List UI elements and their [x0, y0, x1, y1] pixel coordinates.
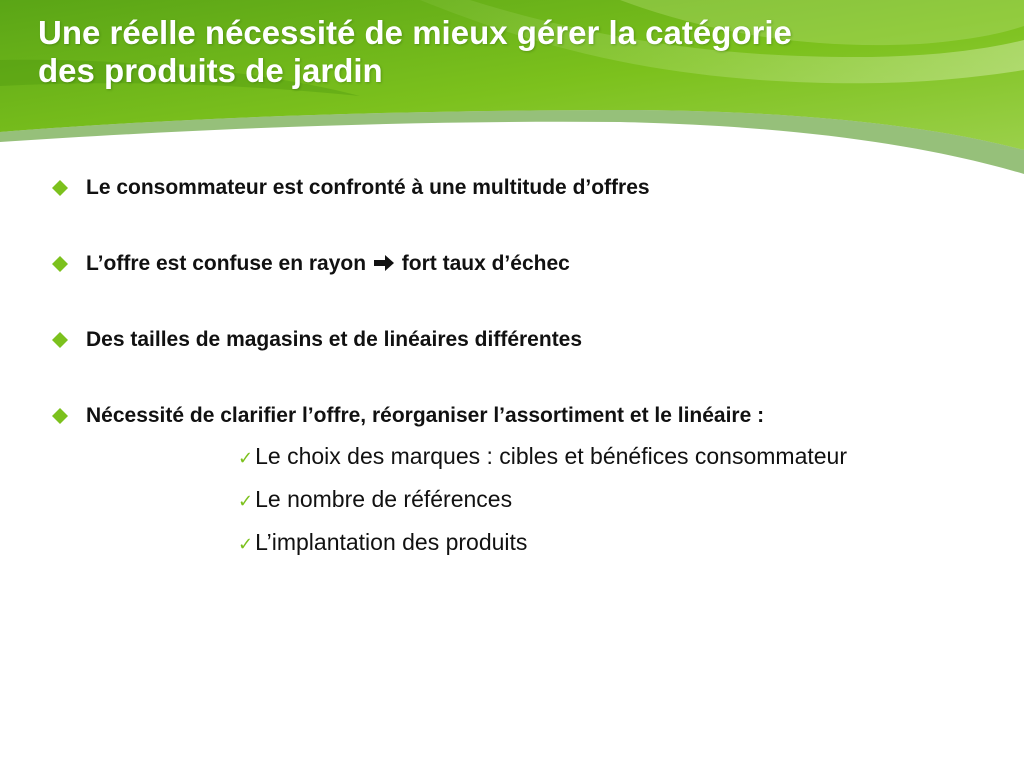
sub-bullet-item-2	[238, 479, 980, 522]
diamond-bullet-icon	[52, 180, 68, 196]
diamond-bullet-icon	[52, 256, 68, 272]
checkmark-icon: ✓	[238, 491, 254, 512]
sub-bullet-item-3	[238, 522, 980, 565]
checkmark-icon: ✓	[238, 448, 254, 469]
title-line-2: des produits de jardin	[38, 52, 383, 89]
bullet-text-before: L’offre est confuse en rayon	[86, 252, 367, 275]
sub-bullet-item-1	[238, 436, 980, 479]
sub-bullet-text: Le choix des marques : cibles et bénéfices consommateur	[255, 443, 848, 469]
diamond-bullet-icon	[52, 408, 68, 424]
bullet-text: Des tailles de magasins et de linéaires différentes	[86, 328, 583, 351]
right-arrow-icon	[374, 255, 394, 271]
sub-bullet-text: Le nombre de références	[255, 486, 513, 512]
checkmark-icon: ✓	[238, 534, 254, 555]
bullet-list	[50, 172, 980, 565]
bullet-item-4	[50, 400, 980, 565]
diamond-bullet-icon	[52, 332, 68, 348]
bullet-text-after: fort taux d’échec	[401, 252, 570, 275]
sub-bullet-list	[86, 436, 980, 565]
sub-bullet-text: L’implantation des produits	[255, 529, 528, 555]
slide-title	[38, 14, 998, 90]
bullet-item-1	[50, 172, 980, 204]
bullet-text: Nécessité de clarifier l’offre, réorganiser l’assortiment et le linéaire :	[86, 404, 765, 427]
bullet-item-2	[50, 248, 980, 280]
title-line-1: Une réelle nécessité de mieux gérer la catégorie	[38, 14, 792, 51]
bullet-item-3	[50, 324, 980, 356]
bullet-text: Le consommateur est confronté à une multitude d’offres	[86, 176, 650, 199]
